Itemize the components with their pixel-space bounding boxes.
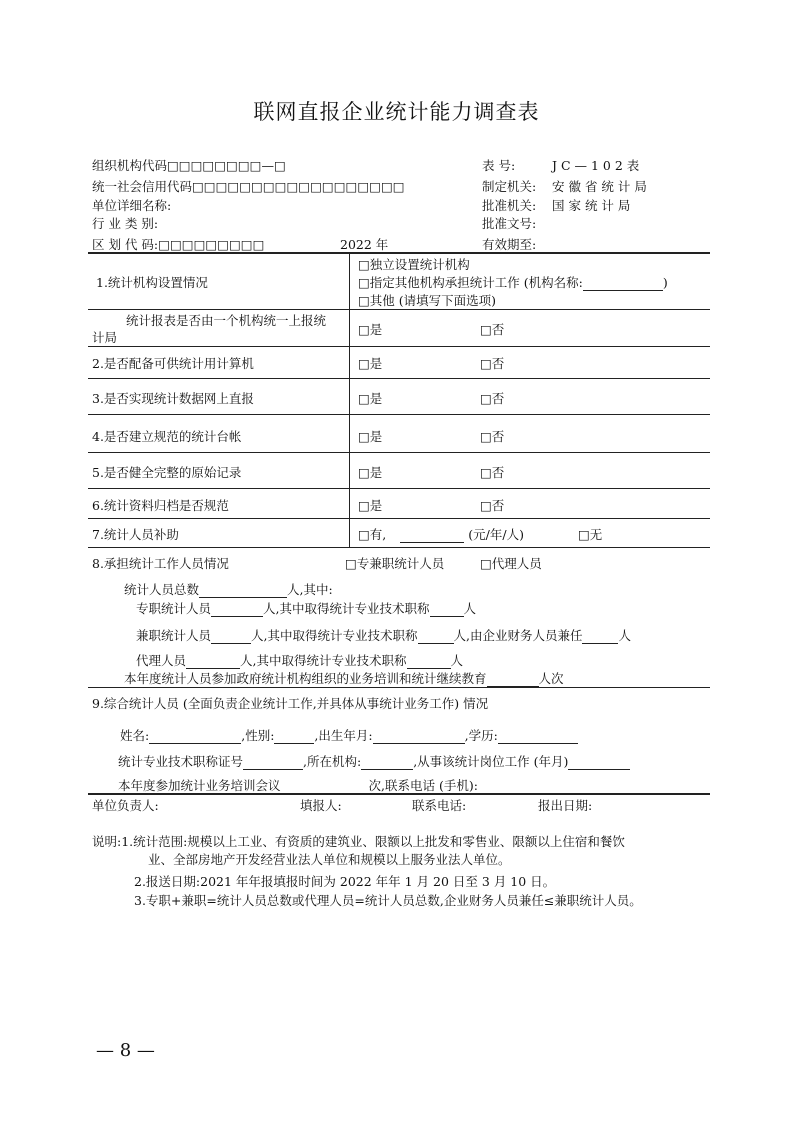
training-meeting-label: 本年度参加统计业务培训会议	[118, 778, 281, 793]
birth-blank[interactable]	[373, 731, 465, 744]
row-divider	[88, 414, 710, 415]
checkbox-no[interactable]: □否	[480, 465, 505, 480]
fulltime-staff-line	[136, 599, 476, 617]
checkbox-staff[interactable]: □专兼职统计人员	[345, 556, 445, 571]
checkbox-no[interactable]: □否	[480, 429, 505, 444]
mobile-label: 次,联系电话 (手机):	[368, 778, 478, 793]
agent-staff-line	[136, 651, 463, 669]
stat-person-contact-line	[118, 776, 576, 794]
table-top-border	[88, 252, 710, 254]
checkbox-no[interactable]: □否	[480, 356, 505, 371]
checkbox-yes[interactable]: □是	[358, 356, 383, 371]
org-code-field[interactable]: 组织机构代码□□□□□□□□—□	[92, 158, 286, 173]
checkbox-subsidy-yes[interactable]: □有,	[358, 527, 387, 542]
parttime-title-label: 人,其中取得统计专业技术职称	[251, 628, 418, 643]
page-number: — 8 —	[96, 1040, 155, 1061]
row-label-org-setup: 1.统计机构设置情况	[96, 275, 208, 290]
approver-value: 国 家 统 计 局	[552, 198, 631, 213]
parttime-staff-line	[136, 626, 631, 644]
checkbox-agent[interactable]: □代理人员	[480, 556, 542, 571]
unit-head-label: 单位负责人:	[92, 798, 159, 813]
birth-label: ,出生年月:	[314, 728, 373, 743]
parttime-title-blank[interactable]	[418, 631, 454, 644]
training-label: 本年度统计人员参加政府统计机构组织的业务培训和统计继续教育	[124, 671, 487, 686]
total-staff-line	[124, 580, 333, 598]
name-blank[interactable]	[149, 731, 241, 744]
form-no-value: J C — 1 0 2 表	[552, 158, 640, 173]
fulltime-title-blank[interactable]	[430, 604, 464, 617]
row-label-archive: 6.统计资料归档是否规范	[92, 498, 229, 513]
row-label-computer: 2.是否配备可供统计用计算机	[92, 356, 254, 371]
parttime-count-blank[interactable]	[211, 631, 251, 644]
work-blank[interactable]	[568, 757, 630, 770]
approval-no-label: 批准文号:	[482, 216, 537, 231]
section8-label: 8.承担统计工作人员情况	[92, 556, 229, 571]
form-title: 联网直报企业统计能力调查表	[253, 100, 540, 124]
validity-label: 有效期至:	[482, 237, 537, 252]
training-unit: 人次	[538, 671, 564, 686]
checkbox-no[interactable]: □否	[480, 322, 505, 337]
row-label-ledger: 4.是否建立规范的统计台帐	[92, 429, 242, 444]
row-divider	[88, 687, 710, 688]
note-1-cont: 业、全部房地产开发经营业法人单位和规模以上服务业法人单位。	[148, 852, 511, 867]
region-code-field[interactable]: 区 划 代 码:□□□□□□□□□	[92, 237, 265, 252]
section9-label: 9.综合统计人员 (全面负责企业统计工作,并具体从事统计业务工作) 情况	[92, 696, 489, 711]
row-label-records: 5.是否健全完整的原始记录	[92, 465, 242, 480]
row-divider	[88, 518, 710, 519]
row-label-unified-report-2: 计局	[92, 330, 118, 345]
row-label-subsidy: 7.统计人员补助	[92, 527, 179, 542]
education-label: ,学历:	[464, 728, 498, 743]
gender-blank[interactable]	[274, 731, 314, 744]
education-blank[interactable]	[498, 731, 578, 744]
subsidy-unit: (元/年/人)	[468, 527, 524, 542]
agent-count-blank[interactable]	[186, 656, 240, 669]
checkbox-other-org-label: □指定其他机构承担统计工作 (机构名称:	[358, 275, 583, 290]
row-divider	[88, 452, 710, 453]
checkbox-subsidy-no[interactable]: □无	[578, 527, 603, 542]
issuer-label: 制定机关:	[482, 179, 537, 194]
fulltime-count-blank[interactable]	[211, 604, 263, 617]
org-name-blank[interactable]	[583, 278, 663, 291]
column-divider	[349, 252, 350, 547]
row-label-unified-report: 统计报表是否由一个机构统一上报统	[126, 313, 327, 328]
parttime-unit: 人	[618, 628, 631, 643]
org-blank[interactable]	[361, 757, 413, 770]
agent-title-label: 人,其中取得统计专业技术职称	[240, 653, 407, 668]
training-count-blank[interactable]	[487, 674, 539, 687]
fulltime-unit: 人	[463, 601, 477, 616]
work-label: ,从事该统计岗位工作 (年月)	[413, 754, 569, 769]
checkbox-no[interactable]: □否	[480, 498, 505, 513]
stat-person-work-line	[118, 752, 630, 770]
row-divider	[88, 378, 710, 379]
approver-label: 批准机关:	[482, 198, 537, 213]
stat-person-basic-line	[120, 726, 578, 744]
note-3: 3.专职+兼职=统计人员总数或代理人员=统计人员总数,企业财务人员兼任≤兼职统计人员。	[134, 893, 642, 908]
address-field[interactable]: 单位详细名称:	[92, 198, 172, 213]
checkbox-other-org-close: )	[662, 275, 668, 290]
issuer-value: 安 徽 省 统 计 局	[552, 179, 647, 194]
agent-label: 代理人员	[136, 653, 187, 668]
checkbox-no[interactable]: □否	[480, 391, 505, 406]
gender-label: ,性别:	[241, 728, 275, 743]
checkbox-yes[interactable]: □是	[358, 498, 383, 513]
credit-code-field[interactable]: 统一社会信用代码□□□□□□□□□□□□□□□□□□	[92, 179, 405, 194]
checkbox-other-org[interactable]	[358, 273, 668, 291]
contact-phone-label: 联系电话:	[412, 798, 467, 813]
cert-label: 统计专业技术职称证号	[118, 754, 244, 769]
row-divider	[88, 547, 710, 548]
total-staff-blank[interactable]	[199, 585, 287, 598]
report-year: 2022 年	[340, 237, 389, 252]
org-label: ,所在机构:	[303, 754, 362, 769]
checkbox-yes[interactable]: □是	[358, 322, 383, 337]
fulltime-label: 专职统计人员	[136, 601, 212, 616]
checkbox-other[interactable]: □其他 (请填写下面选项)	[358, 293, 497, 308]
mobile-blank[interactable]	[478, 781, 576, 794]
fulltime-title-label: 人,其中取得统计专业技术职称	[263, 601, 430, 616]
training-line	[124, 669, 564, 687]
cert-blank[interactable]	[243, 757, 303, 770]
subsidy-amount-blank[interactable]	[400, 530, 464, 543]
checkbox-yes[interactable]: □是	[358, 465, 383, 480]
row-divider	[88, 309, 710, 310]
note-2: 2.报送日期:2021 年年报填报时间为 2022 年年 1 月 20 日至 3 月 10 日。	[134, 874, 556, 889]
total-staff-label: 统计人员总数	[124, 582, 200, 597]
row-label-online-report: 3.是否实现统计数据网上直报	[92, 391, 254, 406]
report-date-label: 报出日期:	[538, 798, 593, 813]
total-staff-suffix: 人,其中:	[287, 582, 333, 597]
form-no-label: 表 号:	[482, 158, 516, 173]
parttime-label: 兼职统计人员	[136, 628, 212, 643]
checkbox-yes[interactable]: □是	[358, 391, 383, 406]
parttime-finance-label: 人,由企业财务人员兼任	[453, 628, 583, 643]
training-meeting-blank[interactable]	[281, 781, 369, 794]
parttime-finance-blank[interactable]	[582, 631, 618, 644]
agent-title-blank[interactable]	[407, 656, 451, 669]
industry-field[interactable]: 行 业 类 别:	[92, 216, 159, 231]
checkbox-yes[interactable]: □是	[358, 429, 383, 444]
row-divider	[88, 346, 710, 347]
row-divider	[88, 488, 710, 489]
filler-label: 填报人:	[300, 798, 342, 813]
subsidy-yes-group	[358, 525, 524, 543]
note-1: 说明:1.统计范围:规模以上工业、有资质的建筑业、限额以上批发和零售业、限额以上住宿和餐饮	[92, 834, 625, 849]
name-label: 姓名:	[120, 728, 150, 743]
checkbox-independent-org[interactable]: □独立设置统计机构	[358, 257, 470, 272]
agent-unit: 人	[450, 653, 464, 668]
